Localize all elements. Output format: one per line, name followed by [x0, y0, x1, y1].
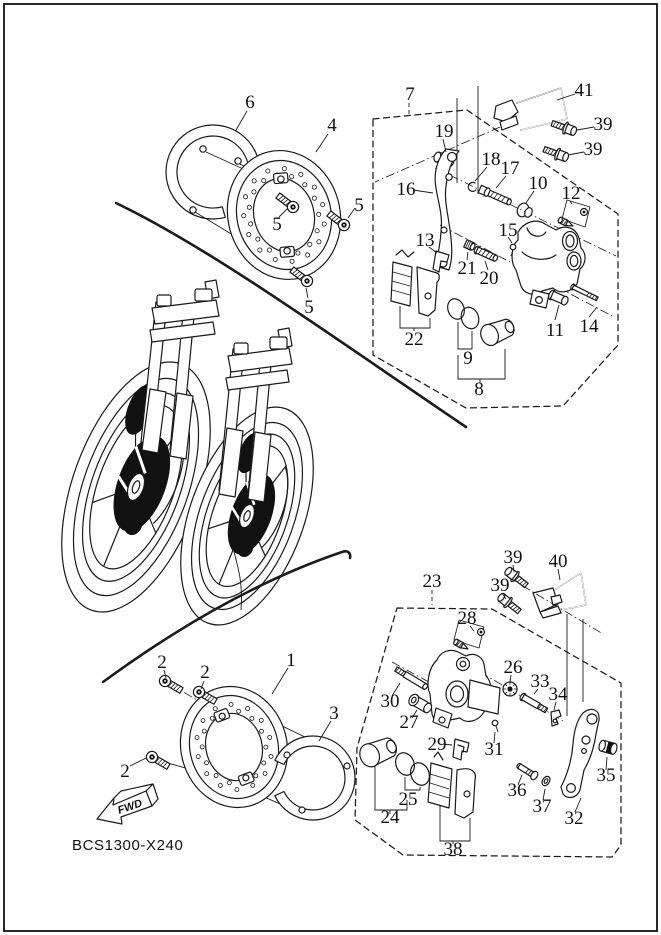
callout-35: 35: [596, 765, 616, 786]
front-caliper-assembly: [373, 80, 618, 408]
slide-pin-30: [394, 666, 428, 690]
callout-2: 2: [200, 662, 210, 683]
callout-27: 27: [399, 712, 419, 733]
callout-37: 37: [532, 796, 552, 817]
slide-bolt-17: [478, 185, 513, 207]
callout-11: 11: [545, 320, 565, 341]
callout-31: 31: [484, 739, 504, 760]
callout-25: 25: [398, 789, 418, 810]
callout-18: 18: [481, 149, 501, 170]
callout-33: 33: [530, 671, 550, 692]
pad-pin-20: [473, 245, 499, 262]
boot-26: [503, 682, 517, 696]
callout-29: 29: [427, 734, 447, 755]
callout-41: 41: [574, 80, 594, 101]
pad-clip-29: [453, 739, 469, 760]
callout-12: 12: [561, 183, 581, 204]
callout-17: 17: [500, 158, 520, 179]
slide-bolt-33: [519, 692, 549, 714]
clip-18: [468, 182, 476, 191]
callout-32: 32: [564, 808, 584, 829]
caliper-bracket-32: [561, 709, 599, 797]
callout-8: 8: [474, 379, 484, 400]
callout-39: 39: [593, 114, 613, 135]
callout-21: 21: [457, 258, 477, 279]
callout-9: 9: [463, 348, 473, 369]
pin-31: [492, 720, 498, 726]
callout-20: 20: [479, 268, 499, 289]
rear-disc-guard-3: [275, 736, 355, 820]
clamp-bolt-39b: [542, 143, 570, 163]
callout-22: 22: [404, 329, 424, 350]
fwd-arrow: [97, 784, 158, 824]
rear-caliper-assembly: [355, 547, 621, 860]
front-disc-assembly: [166, 92, 364, 318]
callout-24: 24: [380, 807, 400, 828]
callout-26: 26: [503, 657, 523, 678]
callout-16: 16: [396, 179, 416, 200]
callout-1: 1: [286, 650, 296, 671]
disc-bolt-2c: [144, 749, 171, 771]
pin-15: [510, 244, 516, 250]
callout-4: 4: [327, 115, 337, 136]
callout-40: 40: [548, 551, 568, 572]
damper-35: [598, 740, 618, 755]
callout-6: 6: [245, 92, 255, 113]
bleed-screw-28: [453, 639, 470, 652]
callout-13: 13: [415, 230, 435, 251]
callout-7: 7: [405, 84, 415, 105]
callout-39: 39: [503, 547, 523, 568]
callout-2: 2: [120, 761, 130, 782]
washer-37: [540, 775, 551, 787]
callout-34: 34: [548, 684, 568, 705]
callout-5: 5: [304, 297, 314, 318]
boot-10: [515, 201, 534, 220]
bolt-36: [515, 761, 539, 781]
clamp-bolt-39a: [550, 117, 578, 137]
callout-5: 5: [272, 214, 282, 235]
callout-5: 5: [354, 195, 364, 216]
rear-brake-pads-38: [428, 752, 475, 818]
slide-pin-14: [570, 283, 599, 301]
callout-23: 23: [422, 571, 442, 592]
callout-2: 2: [157, 652, 167, 673]
caliper-piston-24: [356, 734, 400, 770]
callout-15: 15: [498, 220, 518, 241]
callout-39: 39: [490, 575, 510, 596]
diagram-code: BCS1300-X240: [72, 837, 184, 854]
caliper-piston-8: [478, 315, 518, 348]
clip-34: [551, 710, 561, 726]
rear-caliper-body: [428, 650, 500, 728]
callout-3: 3: [329, 703, 339, 724]
fwd-label: FWD: [116, 797, 144, 817]
callout-38: 38: [443, 839, 463, 860]
callout-30: 30: [380, 691, 400, 712]
piston-seal-9b: [458, 305, 481, 331]
front-brake-pads-22: [391, 250, 439, 316]
callout-39: 39: [583, 139, 603, 160]
callout-10: 10: [528, 173, 548, 194]
callout-36: 36: [507, 780, 527, 801]
rear-disc-assembly: [72, 650, 355, 854]
callout-19: 19: [434, 121, 454, 142]
disc-bolt-2a: [157, 673, 184, 695]
callout-14: 14: [579, 316, 599, 337]
callout-28: 28: [457, 608, 477, 629]
